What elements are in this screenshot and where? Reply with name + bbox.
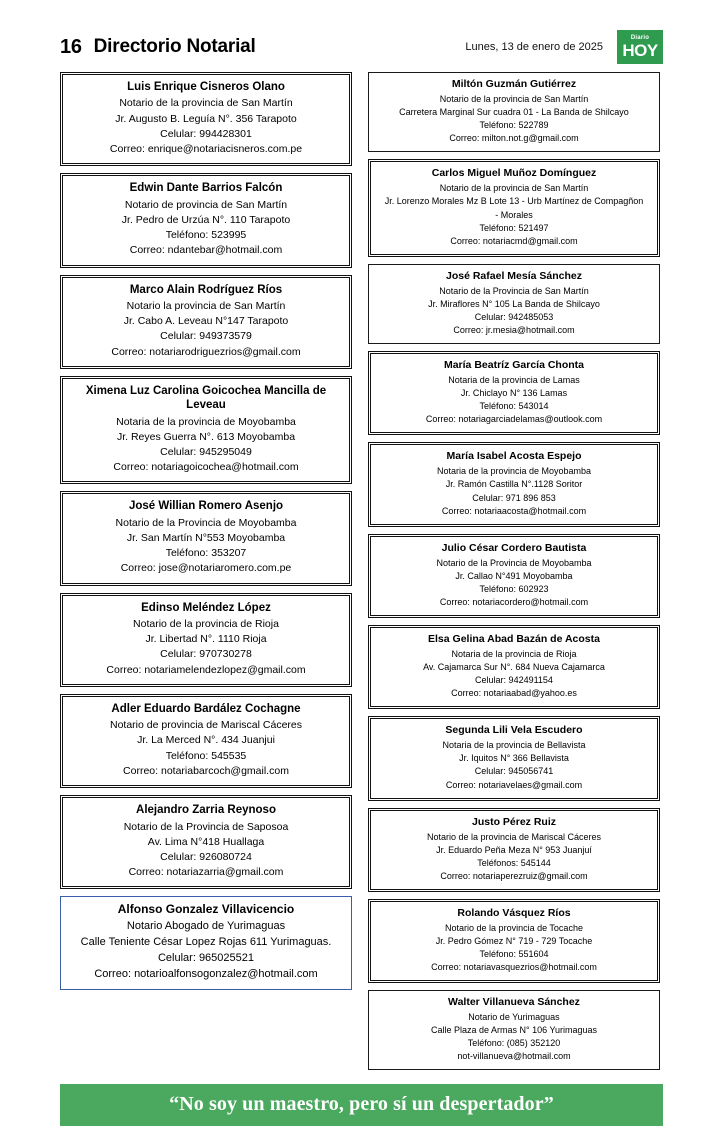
notary-mobile: Celular: 971 896 853: [472, 492, 556, 503]
notary-phone: Teléfono: 551604: [479, 949, 549, 960]
notary-mobile: Celular: 945056741: [474, 766, 554, 777]
logo-top-text: Diario: [630, 35, 650, 41]
notary-address: Jr. Miraflores N° 105 La Banda de Shilcayo: [428, 298, 600, 309]
notary-role: Notario de la provincia de Rioja: [133, 618, 279, 630]
notary-role: Notaria de la provincia de Moyobamba: [436, 466, 592, 477]
notary-name: Segunda Lili Vela Escudero: [445, 724, 583, 737]
page-title: Directorio Notarial: [93, 36, 256, 57]
notary-mobile: Celular: 965025521: [157, 952, 255, 965]
diario-hoy-logo: [617, 30, 663, 64]
notary-email: Correo: notariaacosta@hotmail.com: [441, 505, 587, 516]
notary-address: Jr. Callao N°491 Moyobamba: [455, 570, 573, 581]
notary-phone: Teléfono: 521497: [479, 222, 549, 233]
notary-name: Miltón Guzmán Gutiérrez: [451, 78, 577, 90]
notary-mobile: Celular: 949373579: [160, 330, 252, 343]
notary-card: [368, 990, 660, 1070]
notary-address: Carretera Marginal Sur cuadra 01 - La Banda de Shilcayo: [399, 107, 629, 118]
notary-address: Jr. Pedro de Urzúa N°. 110 Tarapoto: [121, 213, 291, 226]
notary-address: Jr. Pedro Gómez N° 719 - 729 Tocache: [435, 936, 593, 947]
notary-phone: Teléfono: (085) 352120: [467, 1038, 561, 1049]
notary-role: Notario de la provincia de Tocache: [445, 922, 583, 933]
notary-card: [60, 795, 352, 889]
notary-card: [368, 351, 660, 435]
notary-address: Jr. Ramón Castilla N°.1128 Soritor: [445, 479, 583, 490]
notary-name: Luis Enrique Cisneros Olano: [127, 81, 285, 93]
notary-name: Julio César Cordero Bautista: [441, 541, 587, 554]
notary-name: Alfonso Gonzalez Villavicencio: [117, 902, 295, 917]
notary-email: Correo: notarioalfonsogonzalez@hotmail.com: [94, 968, 318, 981]
notary-card: [368, 899, 660, 983]
notary-phone: Teléfonos: 545144: [477, 857, 551, 868]
notary-card: [60, 173, 352, 267]
notary-phone: Teléfono: 543014: [479, 401, 549, 412]
notary-role: Notario de la provincia de San Martín: [119, 97, 293, 110]
notary-name: Justo Pérez Ruiz: [471, 815, 557, 828]
notary-card: [60, 491, 352, 585]
notary-email: Correo: notariamelendezlopez@gmail.com: [106, 663, 306, 676]
publication-date: Lunes, 13 de enero de 2025: [465, 41, 603, 53]
notary-email: Correo: jr.mesia@hotmail.com: [453, 324, 575, 335]
notary-address: Jr. Eduardo Peña Meza N° 953 Juanjuí: [436, 844, 592, 855]
notary-card: [368, 442, 660, 526]
notary-phone: Teléfono: 353207: [165, 547, 247, 560]
page-header: [0, 0, 723, 72]
notary-mobile: Celular: 942485053: [474, 311, 554, 322]
notary-name: Walter Villanueva Sánchez: [448, 996, 580, 1009]
notary-mobile: Celular: 945295049: [160, 445, 252, 458]
notary-address: Calle Plaza de Armas N° 106 Yurimaguas: [430, 1025, 598, 1036]
notary-name: Marco Alain Rodríguez Ríos: [129, 283, 283, 296]
notary-email: Correo: notariarodriguezrios@gmail.com: [111, 345, 301, 358]
notary-phone: Teléfono: 602923: [479, 583, 549, 594]
notary-email: Correo: notariagarciadelamas@outlook.com: [425, 414, 603, 425]
notary-name: José Rafael Mesía Sánchez: [446, 269, 582, 282]
notary-card: [60, 694, 352, 788]
notary-address: Jr. Cabo A. Leveau N°147 Tarapoto: [123, 315, 289, 328]
notary-name: Alejandro Zarria Reynoso: [136, 804, 276, 817]
notary-name: Ximena Luz Carolina Goicochea Mancilla de Leveau: [85, 384, 327, 412]
notary-address: Calle Teniente César Lopez Rojas 611 Yurimaguas.: [80, 936, 332, 949]
notary-role: Notario de provincia de Mariscal Cáceres: [110, 719, 302, 732]
notary-role: Notario de provincia de San Martín: [124, 198, 288, 211]
notary-card: [368, 808, 660, 892]
notary-address: Av. Lima N°418 Huallaga: [147, 835, 265, 848]
right-column: [368, 72, 660, 1070]
notary-email: Correo: enrique@notariacisneros.com.pe: [109, 143, 303, 156]
notary-phone: Teléfono: 545535: [165, 749, 247, 762]
notary-role: Notaria de la provincia de Lamas: [448, 375, 580, 386]
notary-name: Edwin Dante Barrios Falcón: [129, 182, 283, 195]
notary-role: Notario la provincia de San Martín: [126, 299, 286, 312]
notary-address: not-villanueva@hotmail.com: [457, 1051, 571, 1062]
notary-card: [60, 376, 352, 485]
notary-role: Notario de la Provincia de Moyobamba: [115, 516, 297, 529]
page-number: 16: [60, 35, 82, 58]
notary-name: Carlos Miguel Muñoz Domínguez: [431, 167, 597, 180]
notary-card: [60, 72, 352, 166]
notary-address: Jr. La Merced N°. 434 Juanjui: [137, 734, 275, 747]
notary-email: Correo: notariazarria@gmail.com: [128, 866, 284, 879]
notary-mobile: Celular: 970730278: [160, 648, 252, 661]
notary-email: Correo: notariacordero@hotmail.com: [439, 596, 589, 607]
notary-card: [60, 593, 352, 687]
notary-mobile: Celular: 942491154: [475, 675, 553, 686]
logo-main-text: HOY: [622, 41, 658, 60]
notary-address: Jr. Augusto B. Leguía N°. 356 Tarapoto: [115, 112, 297, 125]
notary-address: Jr. San Martín N°553 Moyobamba: [126, 531, 286, 544]
notary-address: Jr. Libertad N°. 1110 Rioja: [145, 633, 267, 646]
notary-phone: Teléfono: 522789: [479, 120, 549, 131]
directory-columns: [0, 72, 723, 1070]
notary-email: Correo: notariagoicochea@hotmail.com: [113, 461, 299, 474]
notary-name: Rolando Vásquez Ríos: [457, 906, 571, 919]
notary-name: Edinso Meléndez López: [141, 601, 271, 614]
notary-mobile: Celular: 994428301: [160, 127, 252, 140]
notary-card: [60, 896, 352, 990]
notary-role: Notaria de la provincia de Moyobamba: [116, 415, 296, 428]
notary-role: Notario de la Provincia de San Martín: [439, 285, 589, 296]
notary-card: [368, 159, 660, 256]
notary-card: [368, 534, 660, 618]
notary-role: Notario de Yurimaguas: [468, 1012, 560, 1023]
notary-address: Av. Cajamarca Sur N°. 684 Nueva Cajamarca: [423, 662, 605, 673]
notary-name: María Beatríz García Chonta: [443, 358, 585, 371]
notary-role: Notaria de la provincia de Rioja: [451, 649, 577, 660]
notary-role: Notario de la Provincia de Saposoa: [123, 820, 289, 833]
notary-role: Notario Abogado de Yurimaguas: [126, 920, 286, 933]
notary-name: Elsa Gelina Abad Bazán de Acosta: [428, 632, 600, 645]
notary-role: Notaria de la provincia de Bellavista: [442, 740, 586, 751]
notary-role: Notario de la provincia de Mariscal Cáceres: [426, 831, 602, 842]
notary-email: Correo: notariaabad@yahoo.es: [451, 688, 577, 699]
notary-name: María Isabel Acosta Espejo: [446, 450, 582, 463]
notary-email: Correo: notariavelaes@gmail.com: [445, 779, 583, 790]
notary-card: [368, 264, 660, 344]
notary-card: [60, 275, 352, 369]
notary-role: Notario de la provincia de San Martín: [439, 183, 589, 194]
notary-name: Adler Eduardo Bardález Cochagne: [111, 702, 301, 715]
notary-card: [368, 72, 660, 152]
notary-address: - Morales: [495, 209, 533, 220]
notary-email: Correo: notariabarcoch@gmail.com: [123, 764, 289, 777]
notary-email: Correo: ndantebar@hotmail.com: [129, 244, 283, 257]
notary-card: [368, 716, 660, 800]
notary-address: Jr. Iquitos N° 366 Bellavista: [459, 753, 569, 764]
notary-phone: Teléfono: 523995: [165, 229, 247, 242]
notary-mobile: Celular: 926080724: [160, 850, 252, 863]
notary-email: Correo: notariacmd@gmail.com: [450, 235, 578, 246]
notary-address: Jr. Chiclayo N° 136 Lamas: [460, 388, 568, 399]
notary-email: Correo: notariaperezruiz@gmail.com: [440, 870, 588, 881]
footer-quote-banner: “No soy un maestro, pero sí un despertador”: [60, 1084, 663, 1126]
left-column: [60, 72, 352, 990]
notary-name: José Willian Romero Asenjo: [128, 500, 284, 513]
notary-email: Correo: notariavasquezrios@hotmail.com: [431, 962, 597, 973]
notary-email: Correo: jose@notariaromero.com.pe: [120, 562, 292, 575]
notary-role: Notario de la Provincia de Moyobamba: [436, 557, 592, 568]
notary-address: Jr. Reyes Guerra N°. 613 Moyobamba: [116, 430, 296, 443]
notary-address: Jr. Lorenzo Morales Mz B Lote 13 - Urb Martínez de Compagñon: [384, 196, 644, 207]
notary-role: Notario de la provincia de San Martín: [439, 94, 589, 105]
notary-email: Correo: milton.not.g@gmail.com: [449, 133, 579, 144]
notary-card: [368, 625, 660, 709]
